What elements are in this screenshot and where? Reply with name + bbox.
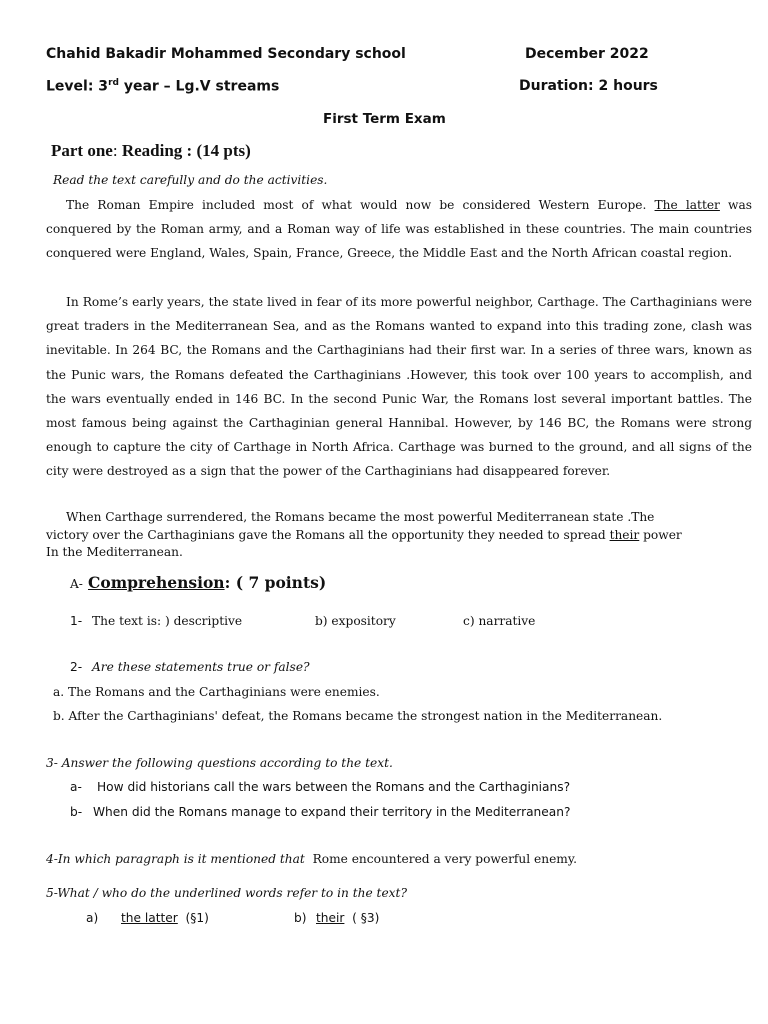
q1-stem: The text is: ) descriptive	[92, 614, 243, 628]
q4-rest: Rome encountered a very powerful enemy.	[312, 852, 578, 866]
q1-number: 1-	[70, 614, 83, 628]
q2-stem: Are these statements true or false?	[92, 660, 310, 674]
p1-after: was conquered by the Roman army, and a Roman way of life was established in these countries. The main countries conquered were England, Wales, Spain, France, Greece, the Middle East and the North African coastal region.	[46, 198, 752, 261]
section-a-heading	[70, 573, 326, 592]
p3-before: victory over the Carthaginians gave the Romans all the opportunity they needed to spread	[46, 528, 610, 542]
part-points: : (14 pts)	[186, 141, 251, 160]
q3-b-label: b-	[70, 805, 83, 819]
p1-before: The Roman Empire included most of what would now be considered Western Europe.	[66, 198, 655, 212]
q3-stem: 3- Answer the following questions according to the text.	[46, 756, 393, 770]
part-label: Part one	[51, 141, 113, 160]
exam-date: December 2022	[525, 46, 649, 62]
school-name: Chahid Bakadir Mohammed Secondary school	[46, 46, 406, 62]
q3-a-question: How did historians call the wars between the Romans and the Carthaginians?	[97, 780, 571, 794]
p3-after: power	[639, 528, 682, 542]
reading-paragraph-1	[46, 193, 752, 266]
underlined-the-latter: The latter	[654, 198, 720, 212]
p2-text: In Rome’s early years, the state lived in fear of its more powerful neighbor, Carthage. The Carthaginians were great traders in the Mediterranean Sea, and as the Romans wanted to expand into this trading zone, clash was inevitable. In 264 BC, the Romans and the Carthaginians had their first war. In a series of three wars, known as the Punic wars, the Romans defeated the Carthaginians .However, this took over 100 years to accomplish, and the wars eventually ended in 146 BC. In the second Punic War, the Romans lost several important battles. The most famous being against the Carthaginian general Hannibal. However, by 146 BC, the Romans were strong enough to capture the city of Carthage in North Africa. Carthage was burned to the ground, and all signs of the city were destroyed as a sign that the power of the Carthaginians had disappeared forever.	[46, 295, 752, 479]
q4-stem: 4-In which paragraph is it mentioned that	[46, 852, 305, 866]
q1-option-c: c) narrative	[463, 614, 536, 628]
p3-line-1: When Carthage surrendered, the Romans became the most powerful Mediterranean state .The	[66, 510, 655, 524]
section-a-letter: A-	[70, 577, 83, 591]
q5-a	[121, 911, 209, 925]
q1-option-b: b) expository	[315, 614, 396, 628]
section-a-points: : ( 7 points)	[224, 573, 327, 592]
q5-b-label: b)	[294, 911, 307, 925]
q2-statement-b: b. After the Carthaginians' defeat, the Romans became the strongest nation in the Mediterranean.	[53, 709, 663, 723]
reading-instruction: Read the text carefully and do the activities.	[53, 173, 328, 187]
q5-a-word: the latter	[121, 911, 178, 925]
reading-paragraph-2	[46, 290, 752, 484]
q5-a-ref: (§1)	[185, 911, 209, 925]
q2-number: 2-	[70, 660, 83, 674]
p3-line-2	[46, 528, 682, 542]
q4	[46, 852, 577, 866]
q2-statement-a: a. The Romans and the Carthaginians were enemies.	[53, 685, 380, 699]
p3-line-3: In the Mediterranean.	[46, 545, 183, 559]
part-one-heading	[51, 141, 251, 161]
q5-a-label: a)	[86, 911, 99, 925]
q3-b-question: When did the Romans manage to expand their territory in the Mediterranean?	[93, 805, 571, 819]
q5-b-ref: ( §3)	[352, 911, 380, 925]
q5-b-word: their	[316, 911, 345, 925]
q3-a-label: a-	[70, 780, 82, 794]
part-colon: :	[112, 141, 122, 160]
level-line	[46, 78, 279, 95]
exam-duration: Duration: 2 hours	[519, 78, 658, 94]
exam-title: First Term Exam	[323, 111, 446, 127]
q5-b	[316, 911, 379, 925]
q5-stem: 5-What / who do the underlined words refer to in the text?	[46, 886, 407, 900]
level-suffix: year – Lg.V streams	[118, 78, 280, 95]
underlined-their: their	[609, 528, 640, 542]
level-prefix: Level: 3	[46, 78, 109, 95]
level-sup: rd	[108, 78, 119, 88]
section-a-title: Comprehension	[88, 573, 225, 592]
part-title: Reading	[121, 141, 183, 160]
